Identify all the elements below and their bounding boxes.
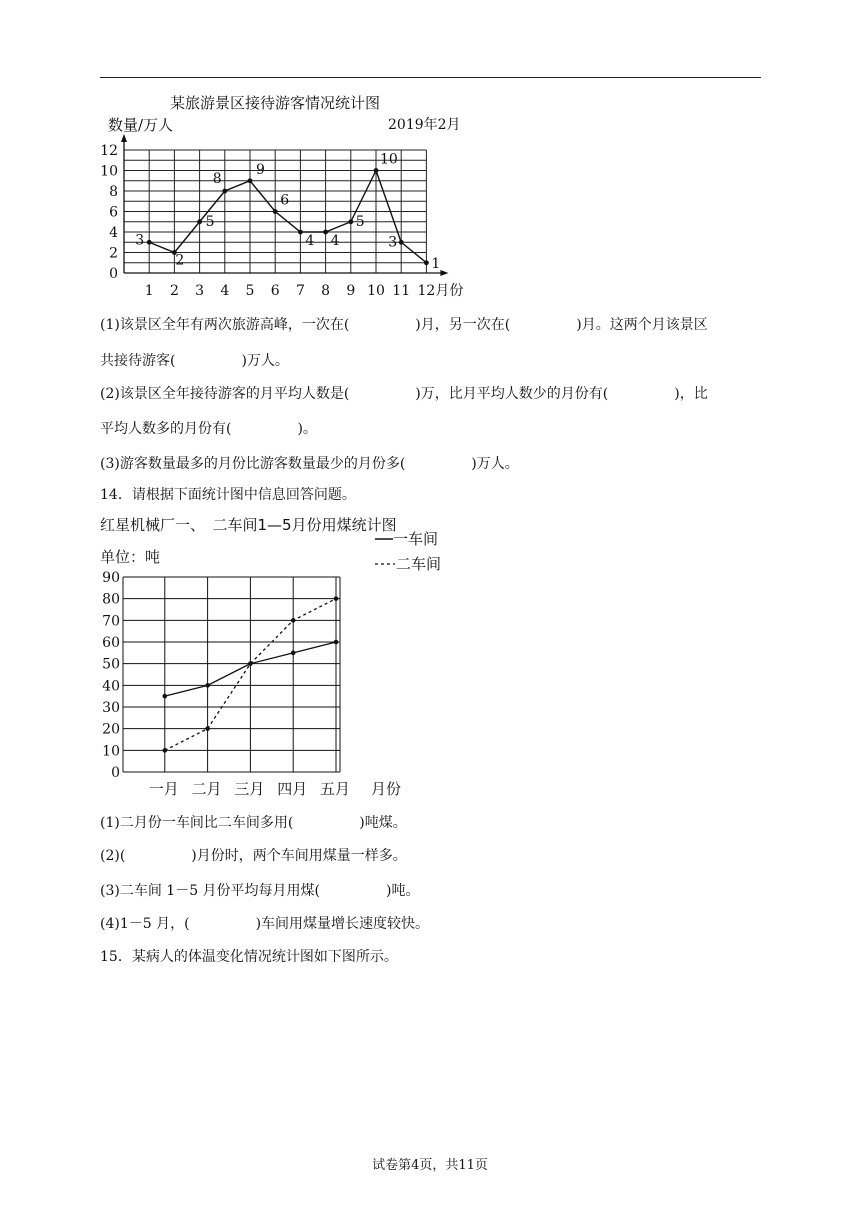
chart1-x-tick: 8 (321, 283, 331, 299)
chart1-point (197, 219, 202, 224)
chart2-y-tick: 80 (102, 591, 120, 608)
question-text: )，比 (674, 386, 708, 402)
q14-line (100, 880, 419, 900)
question-text: (1)该景区全年有两次旅游高峰，一次在( (100, 317, 350, 333)
chart1-data-label: 3 (388, 234, 398, 251)
chart2-y-tick: 50 (102, 656, 120, 673)
chart1-data-label: 5 (205, 213, 215, 230)
q14-line (100, 845, 407, 865)
chart2-svg (90, 530, 470, 800)
chart2-point (248, 661, 253, 666)
chart2-y-tick: 60 (102, 635, 120, 651)
chart1-y-tick: 0 (109, 266, 118, 282)
chart1-x-arrow (440, 270, 448, 276)
legend-label-2: 二车间 (396, 555, 442, 573)
q15-intro: 15．某病人的体温变化情况统计图如下图所示。 (100, 949, 398, 965)
chart2-title: 红星机械厂一、 二车间1—5月份用煤统计图 (100, 516, 397, 534)
chart2-unit: 单位：吨 (100, 548, 161, 566)
chart1-x-tick: 10 (367, 283, 385, 299)
chart1-y-ticks (100, 143, 118, 282)
question-text: )车间用煤量增长速度较快。 (255, 916, 430, 932)
q14-line (100, 913, 429, 933)
question-text: )。 (297, 421, 317, 437)
chart1-x-ticks (145, 283, 464, 299)
chart1-data-label: 1 (431, 255, 441, 272)
chart1-x-tick: 9 (346, 283, 356, 299)
chart2-point (334, 640, 339, 645)
chart1-title: 某旅游景区接待游客情况统计图 (170, 94, 381, 112)
chart1-x-tick: 11 (392, 283, 411, 299)
chart2-y-tick: 0 (111, 765, 120, 781)
page-footer: 试卷第4页，共11页 (372, 1158, 488, 1173)
question-text: )月份时，两个车间用煤量一样多。 (191, 848, 407, 864)
chart1-data-label: 2 (175, 252, 185, 269)
question-text: 共接待游客( (100, 353, 176, 369)
chart1-data-label: 4 (305, 233, 315, 249)
chart2-x-ticks (149, 780, 401, 798)
question-text: (3)游客数量最多的月份比游客数量最少的月份多( (100, 456, 406, 472)
chart1-data-label: 5 (355, 213, 365, 230)
chart1-y-tick: 2 (109, 245, 118, 262)
chart2-point (334, 596, 339, 601)
chart1-date: 2019年2月 (388, 117, 461, 133)
chart2-y-tick: 90 (102, 570, 120, 586)
chart1-series (147, 168, 429, 265)
chart1-point (222, 189, 227, 194)
chart1-x-tick: 1 (144, 283, 154, 299)
chart2-point (205, 683, 210, 688)
chart1-x-tick: 5 (245, 283, 255, 299)
chart1-x-tick: 4 (220, 283, 230, 299)
chart1-point (399, 240, 404, 245)
header-rule (100, 77, 761, 78)
q14-line (100, 812, 407, 832)
question-text: (2)( (100, 848, 126, 864)
chart2-x-tick: 三月 (234, 780, 265, 798)
chart1-data-label: 10 (380, 151, 398, 168)
q13-line (100, 350, 289, 370)
question-text: (1)二月份一车间比二车间多用( (100, 815, 294, 831)
chart2-x-tick: 四月 (277, 780, 308, 798)
chart1-y-arrow (121, 134, 127, 142)
chart2-x-tick: 五月 (319, 780, 351, 798)
chart1-x-tick: 2 (169, 283, 179, 299)
chart1-y-tick: 6 (109, 204, 118, 221)
chart2-x-tick: 一月 (148, 780, 179, 798)
chart2-legend (375, 530, 441, 573)
chart2-y-tick: 40 (102, 678, 120, 695)
chart1-data-label: 6 (280, 192, 290, 209)
chart2-y-tick: 10 (102, 743, 120, 760)
chart2-point (205, 726, 210, 731)
chart2-y-tick: 70 (102, 613, 120, 630)
chart2-x-tick: 二月 (191, 780, 222, 798)
question-text: )吨煤。 (359, 815, 407, 831)
question-text: (2)该景区全年接待游客的月平均人数是( (100, 386, 350, 402)
chart2-y-tick: 30 (102, 700, 120, 716)
question-text: )月，另一次在( (415, 317, 511, 333)
q14-intro: 14．请根据下面统计图中信息回答问题。 (100, 487, 356, 503)
chart1-y-tick: 12 (100, 143, 118, 159)
chart1-ylabel: 数量/万人 (108, 116, 174, 134)
q13-line (100, 314, 708, 334)
chart1-y-tick: 10 (100, 163, 118, 180)
chart1-point (248, 178, 253, 183)
question-text: )万人。 (241, 353, 289, 369)
chart1-svg (80, 132, 480, 302)
chart2-grid (123, 577, 340, 772)
q13-line (100, 453, 519, 473)
chart1-y-tick: 8 (109, 184, 118, 200)
question-text: (3)二车间 1－5 月份平均每月用煤( (100, 883, 321, 899)
chart1-point (374, 168, 379, 173)
chart1-data-label: 9 (256, 161, 265, 178)
chart1-point (348, 219, 353, 224)
chart1-x-tick: 7 (295, 283, 305, 299)
chart2-point (291, 651, 296, 656)
chart1-point (273, 209, 278, 214)
chart2-point (163, 748, 168, 753)
q13-line (100, 418, 317, 438)
question-text: )月。这两个月该景区 (576, 317, 708, 333)
chart2-point (291, 618, 296, 623)
chart2-y-ticks (102, 570, 120, 781)
chart1-x-unit: 月份 (435, 283, 464, 299)
question-text: 平均人数多的月份有( (100, 421, 232, 437)
chart2-point (163, 694, 168, 699)
chart1-series-line (149, 171, 426, 263)
q13-line (100, 383, 708, 403)
chart1-point (298, 230, 303, 235)
chart2-x-unit: 月份 (370, 780, 402, 798)
chart2-y-tick: 20 (102, 721, 120, 738)
question-text: )万人。 (471, 456, 519, 472)
chart1-data-label: 8 (212, 171, 222, 187)
question-text: )万，比月平均人数少的月份有( (415, 386, 609, 402)
chart1-y-tick: 4 (109, 225, 118, 241)
question-text: )吨。 (386, 883, 420, 899)
chart1-x-tick: 6 (270, 283, 280, 299)
chart1-x-tick: 12 (417, 283, 436, 299)
chart1-x-tick: 3 (195, 283, 205, 299)
chart1-data-label: 4 (330, 233, 340, 249)
legend-label-1: 一车间 (393, 530, 439, 548)
question-text: (4)1－5 月，( (100, 916, 190, 932)
chart1-point (323, 230, 328, 235)
chart1-point (424, 260, 429, 265)
chart1-point (147, 240, 152, 245)
chart1-data-label: 3 (135, 232, 145, 249)
